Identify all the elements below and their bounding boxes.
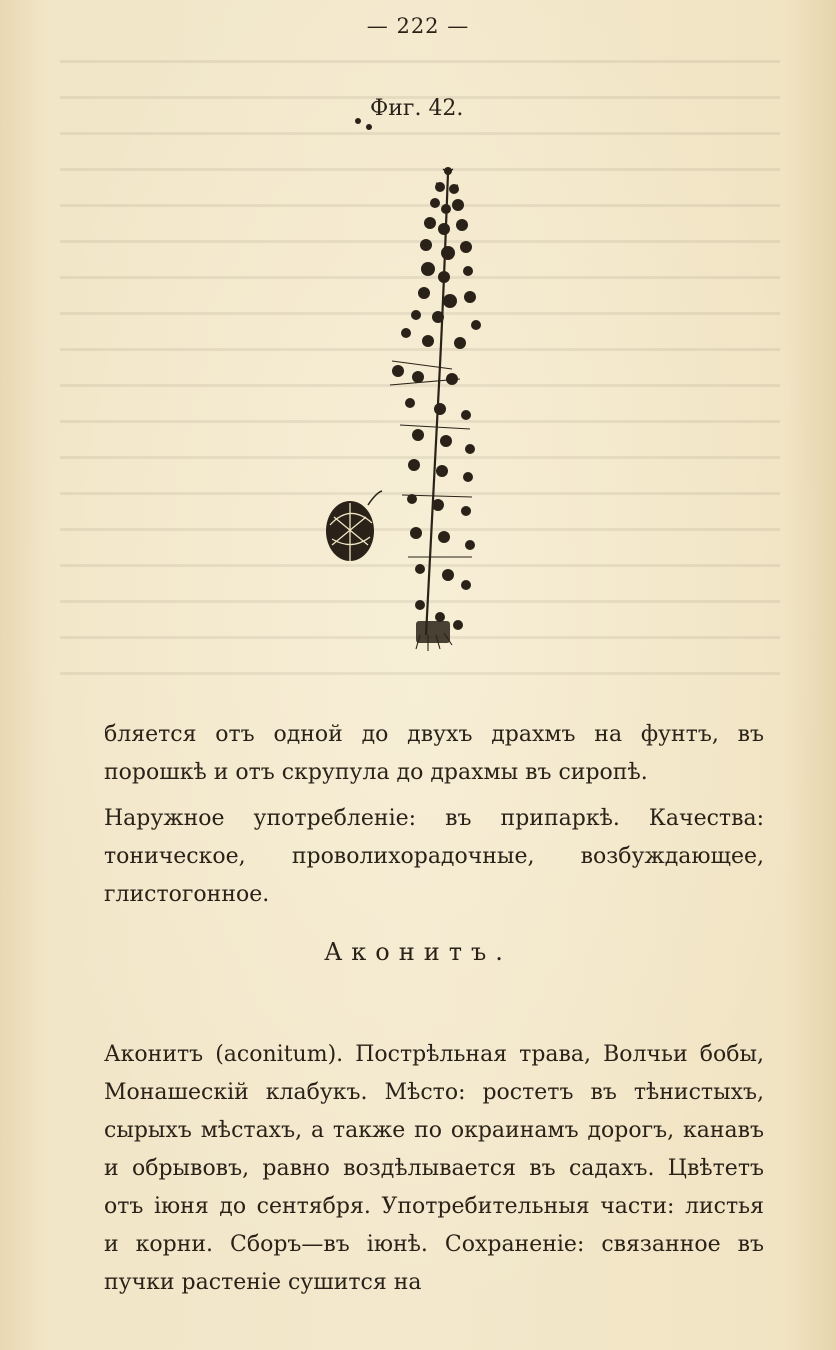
paragraph-text: Наружное употребленіе: въ припаркѣ. Качества: тоническое, проволихорадочные, возбуждающее, глистогонное. bbox=[104, 806, 764, 907]
paragraph-text: бляется отъ одной до двухъ драхмъ на фунтъ, въ порошкѣ и отъ скрупула до драхмы въ сиропѣ. bbox=[104, 722, 764, 785]
paragraph-text: Аконитъ (aconitum). Пострѣльная трава, Волчьи бобы, Монашескій клабукъ. Мѣсто: ростетъ въ тѣнистыхъ, сырыхъ мѣстахъ, а также по окраинамъ дорогъ, канавъ и обрывовъ, равно воздѣлывается въ садахъ. Цвѣтетъ отъ іюня до сентября. Употребительныя части: листья и корни. Сборъ—въ іюнѣ. Сохраненіе: связанное въ пучки растеніе сушится на bbox=[104, 1042, 764, 1295]
figure-label: Фиг. 42. bbox=[370, 96, 464, 121]
paragraph-external-use bbox=[104, 800, 764, 914]
section-heading: Аконитъ. bbox=[324, 938, 512, 966]
page-number: — 222 — bbox=[366, 14, 470, 38]
aconite-plant-illustration bbox=[320, 165, 490, 655]
ink-speck bbox=[366, 124, 372, 130]
paragraph-dosage bbox=[104, 716, 764, 792]
paragraph-aconite bbox=[104, 1036, 764, 1302]
ink-speck bbox=[355, 118, 361, 124]
